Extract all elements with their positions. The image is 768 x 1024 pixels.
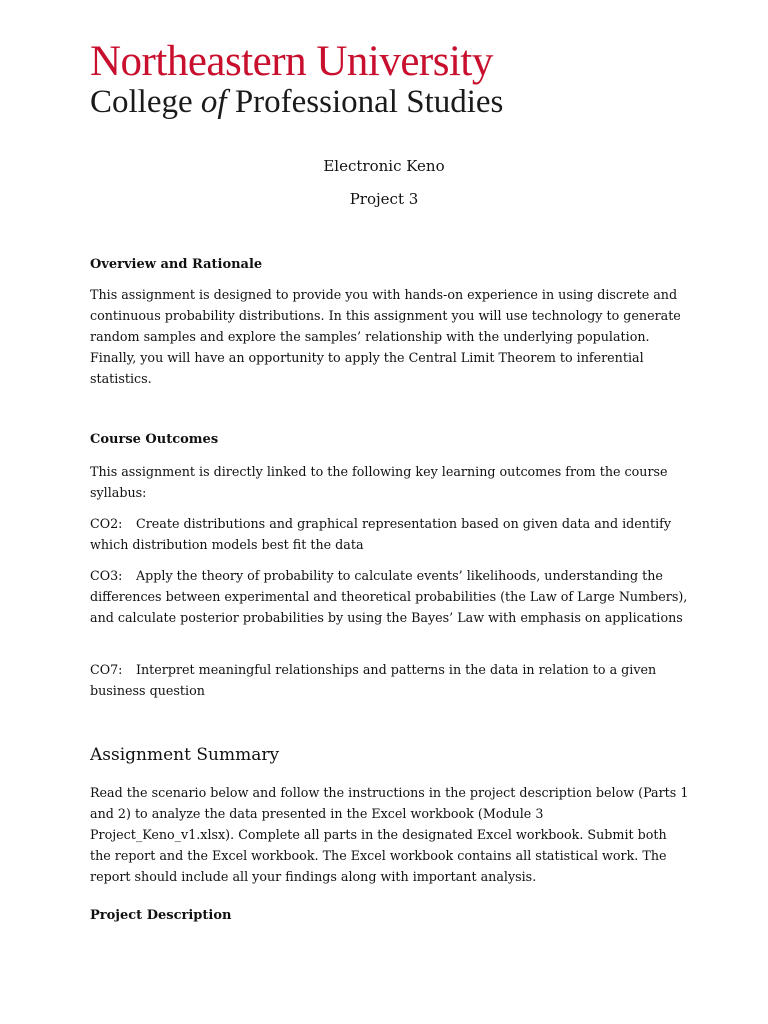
university-logo bbox=[90, 40, 503, 120]
outcomes-intro: This assignment is directly linked to the following key learning outcomes from the course syllabus: bbox=[90, 464, 668, 500]
summary-paragraph: Read the scenario below and follow the instructions in the project description below (Parts 1 and 2) to analyze the data presented in the Excel workbook (Module 3 Project_Keno_v1.xlsx). Complete all parts in the designated Excel workbook. Submit both the report and the Excel workbook. The Excel workbook contains all statistical work. The report should include all your findings along with important analysis. bbox=[90, 785, 689, 884]
college-prefix: College bbox=[90, 84, 201, 120]
university-name: Northeastern University bbox=[90, 38, 493, 85]
college-name bbox=[90, 84, 503, 120]
outcome-text: Interpret meaningful relationships and patterns in the data in relation to a given business question bbox=[90, 662, 657, 698]
overview-paragraph: This assignment is designed to provide you with hands-on experience in using discrete and continuous probability distributions. In this assignment you will use technology to generate random samples and explore the samples’ relationship with the underlying population. Finally, you will have an opportunity to apply the Central Limit Theorem to inferential statistics. bbox=[90, 287, 681, 386]
project-description-heading: Project Description bbox=[90, 908, 232, 923]
document-subtitle: Project 3 bbox=[349, 190, 419, 208]
college-suffix: Professional Studies bbox=[226, 84, 504, 120]
document-title: Electronic Keno bbox=[323, 157, 445, 175]
college-of: of bbox=[200, 84, 227, 120]
outcome-code: CO3: bbox=[90, 568, 123, 583]
outcome-code: CO2: bbox=[90, 516, 123, 531]
outcome-item-co2 bbox=[90, 513, 690, 555]
outcome-code: CO7: bbox=[90, 662, 123, 677]
outcome-text: Create distributions and graphical representation based on given data and identify which distribution models best fit the data bbox=[90, 516, 671, 552]
outcome-text: Apply the theory of probability to calculate events’ likelihoods, understanding the differences between experimental and theoretical probabilities (the Law of Large Numbers), and calculate posterior probabilities by using the Bayes’ Law with emphasis on applications bbox=[90, 568, 688, 625]
outcomes-heading: Course Outcomes bbox=[90, 432, 219, 447]
overview-heading: Overview and Rationale bbox=[90, 257, 263, 272]
outcome-item-co7 bbox=[90, 659, 690, 701]
outcome-item-co3 bbox=[90, 565, 690, 628]
summary-heading: Assignment Summary bbox=[90, 745, 280, 765]
